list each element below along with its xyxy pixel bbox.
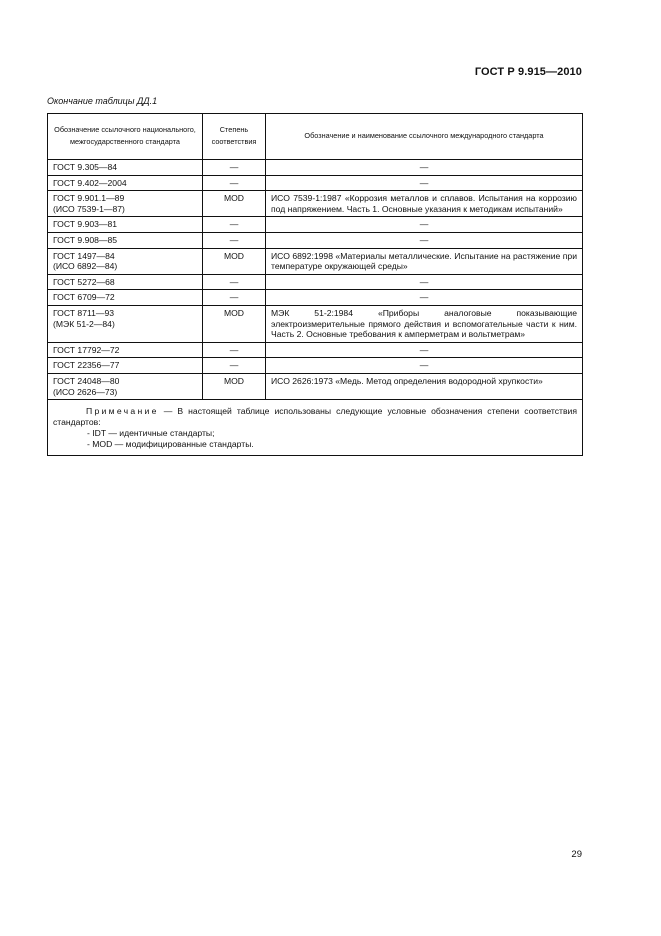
international-standard-cell: ИСО 2626:1973 «Медь. Метод определения водородной хрупкости» bbox=[266, 373, 583, 399]
national-standard-cell bbox=[48, 342, 203, 358]
national-standard-code: ГОСТ 24048—80 bbox=[53, 375, 120, 386]
national-standard-cell bbox=[48, 305, 203, 342]
note-label: Примечание bbox=[86, 406, 159, 417]
note-paragraph bbox=[53, 406, 577, 428]
document-code: ГОСТ Р 9.915—2010 bbox=[474, 66, 582, 78]
national-standard-cell bbox=[48, 358, 203, 374]
degree-cell: — bbox=[203, 217, 266, 233]
national-standard-cell bbox=[48, 175, 203, 191]
page-number: 29 bbox=[571, 849, 582, 860]
national-standard-code: ГОСТ 22356—77 bbox=[53, 360, 120, 371]
note-list-item: - MOD — модифицированные стандарты. bbox=[87, 439, 254, 450]
degree-cell: MOD bbox=[203, 305, 266, 342]
national-standard-code: ГОСТ 9.908—85 bbox=[53, 234, 118, 245]
degree-cell: MOD bbox=[203, 191, 266, 217]
national-standard-cell bbox=[48, 160, 203, 176]
national-standard-code: ГОСТ 8711—93 bbox=[53, 307, 115, 318]
degree-cell: MOD bbox=[203, 373, 266, 399]
table-note bbox=[48, 400, 583, 456]
note-list-item: - IDT — идентичные стандарты; bbox=[87, 428, 215, 439]
national-standard-cell bbox=[48, 290, 203, 306]
national-standard-code: ГОСТ 1497—84 bbox=[53, 250, 115, 261]
national-standard-code: ГОСТ 9.305—84 bbox=[53, 162, 118, 172]
table-row bbox=[48, 191, 583, 217]
international-standard-cell: — bbox=[266, 160, 583, 176]
national-standard-cell bbox=[48, 217, 203, 233]
table-row bbox=[48, 290, 583, 306]
national-standard-code: ГОСТ 6709—72 bbox=[53, 292, 115, 303]
national-standard-code: ГОСТ 5272—68 bbox=[53, 276, 115, 287]
degree-cell: — bbox=[203, 175, 266, 191]
table-header-row bbox=[48, 114, 583, 160]
degree-cell: — bbox=[203, 232, 266, 248]
table-note-row bbox=[48, 400, 583, 456]
table-row bbox=[48, 232, 583, 248]
table-row bbox=[48, 305, 583, 342]
degree-cell: — bbox=[203, 160, 266, 176]
national-standard-equivalent: (ИСО 2626—73) bbox=[53, 386, 118, 397]
header-international-standard: Обозначение и наименование ссылочного международного стандарта bbox=[266, 114, 583, 160]
international-standard-cell: МЭК 51-2:1984 «Приборы аналоговые показывающие электроизмерительные прямого действия и вспомогательные части к ним. Часть 2. Основные требования к амперметрам и вольтметрам» bbox=[266, 305, 583, 342]
table-row bbox=[48, 248, 583, 274]
national-standard-cell bbox=[48, 248, 203, 274]
international-standard-cell: — bbox=[266, 232, 583, 248]
national-standard-equivalent: (МЭК 51-2—84) bbox=[53, 318, 115, 329]
national-standard-code: ГОСТ 9.402—2004 bbox=[53, 177, 127, 188]
international-standard-cell: — bbox=[266, 358, 583, 374]
international-standard-cell: — bbox=[266, 290, 583, 306]
international-standard-cell: — bbox=[266, 217, 583, 233]
table-row bbox=[48, 160, 583, 176]
national-standard-equivalent: (ИСО 6892—84) bbox=[53, 261, 118, 272]
table-caption: Окончание таблицы ДД.1 bbox=[47, 96, 158, 106]
degree-cell: — bbox=[203, 290, 266, 306]
table-row bbox=[48, 373, 583, 399]
national-standard-code: ГОСТ 9.903—81 bbox=[53, 219, 118, 230]
national-standard-code: ГОСТ 9.901.1—89 bbox=[53, 193, 125, 204]
international-standard-cell: — bbox=[266, 274, 583, 290]
reference-standards-table bbox=[47, 113, 583, 456]
international-standard-cell: ИСО 7539-1:1987 «Коррозия металлов и сплавов. Испытания на коррозию под напряжением. Часть 1. Основные указания к методикам испытаний» bbox=[266, 191, 583, 217]
national-standard-cell bbox=[48, 373, 203, 399]
table-row bbox=[48, 342, 583, 358]
national-standard-cell bbox=[48, 274, 203, 290]
table-row bbox=[48, 217, 583, 233]
table-row bbox=[48, 175, 583, 191]
note-body: — В настоящей таблице использованы следующие условные обозначения степени соответствия стандартов: bbox=[53, 406, 577, 428]
table-row bbox=[48, 274, 583, 290]
table-row bbox=[48, 358, 583, 374]
international-standard-cell: — bbox=[266, 342, 583, 358]
degree-cell: — bbox=[203, 342, 266, 358]
national-standard-cell bbox=[48, 232, 203, 248]
national-standard-cell bbox=[48, 191, 203, 217]
national-standard-equivalent: (ИСО 7539-1—87) bbox=[53, 203, 125, 214]
header-degree: Степень соответствия bbox=[203, 114, 266, 160]
degree-cell: — bbox=[203, 274, 266, 290]
degree-cell: — bbox=[203, 358, 266, 374]
header-national-standard: Обозначение ссылочного национального, межгосударственного стандарта bbox=[48, 114, 203, 160]
international-standard-cell: ИСО 6892:1998 «Материалы металлические. Испытание на растяжение при температуре окружающей среды» bbox=[266, 248, 583, 274]
degree-cell: MOD bbox=[203, 248, 266, 274]
national-standard-code: ГОСТ 17792—72 bbox=[53, 344, 120, 355]
international-standard-cell: — bbox=[266, 175, 583, 191]
